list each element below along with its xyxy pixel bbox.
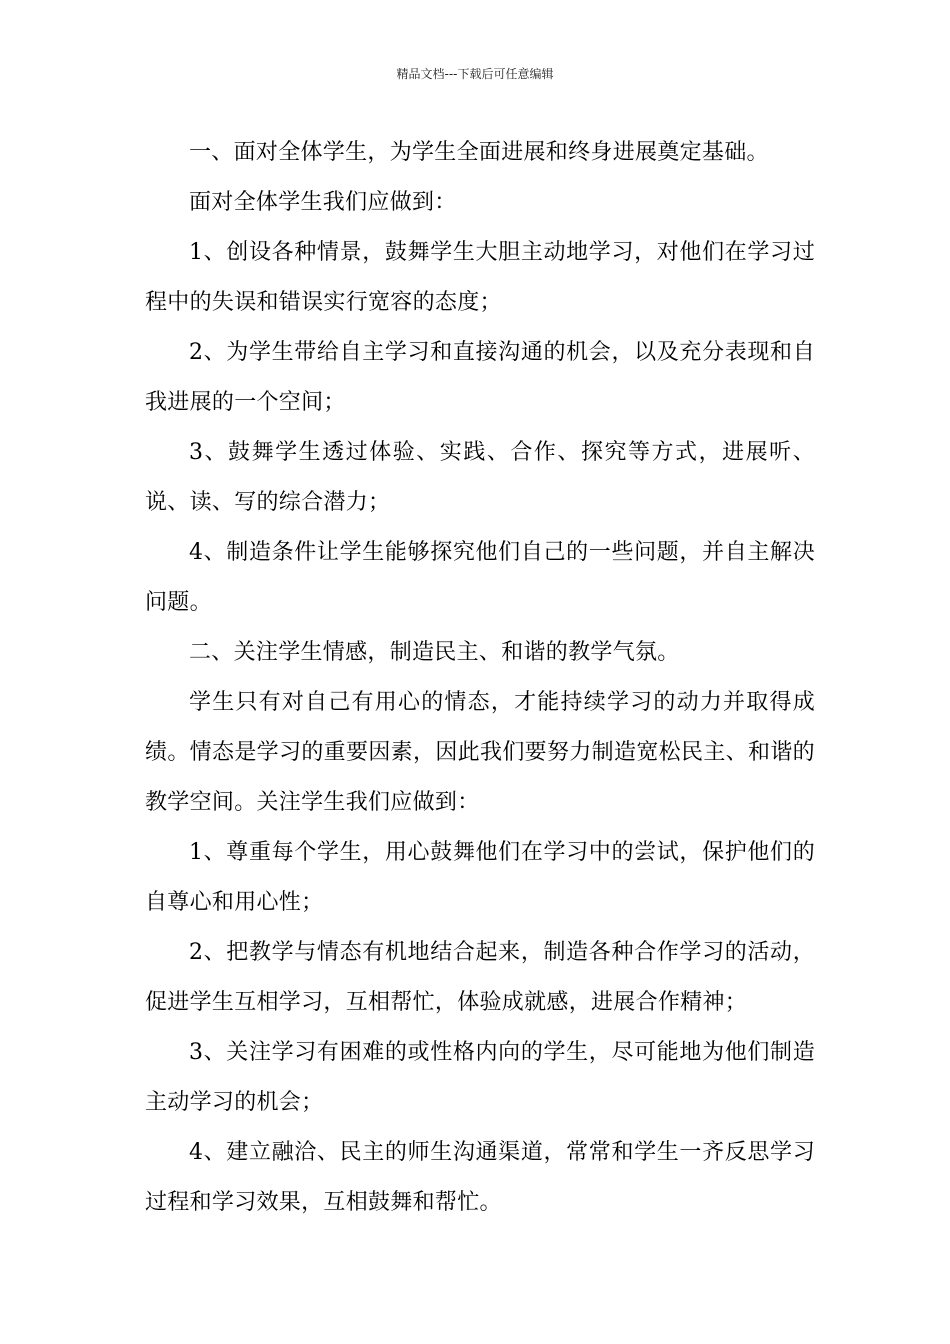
paragraph: 面对全体学生我们应做到： bbox=[189, 190, 457, 215]
list-item: 3、关注学习有困难的或性格内向的学生，尽可能地为他们制造主动学习的机会； bbox=[145, 1040, 815, 1115]
paragraph: 学生只有对自己有用心的情态，才能持续学习的动力并取得成绩。情态是学习的重要因素，因此我们要努力制造宽松民主、和谐的教学空间。关注学生我们应做到： bbox=[145, 690, 815, 815]
document-body bbox=[145, 128, 815, 1228]
list-item: 3、鼓舞学生透过体验、实践、合作、探究等方式，进展听、说、读、写的综合潜力； bbox=[145, 440, 815, 515]
list-item: 4、建立融洽、民主的师生沟通渠道，常常和学生一齐反思学习过程和学习效果，互相鼓舞和帮忙。 bbox=[145, 1140, 815, 1215]
list-item: 2、把教学与情态有机地结合起来，制造各种合作学习的活动，促进学生互相学习，互相帮忙，体验成就感，进展合作精神； bbox=[145, 940, 815, 1015]
section-heading-1: 一、面对全体学生，为学生全面进展和终身进展奠定基础。 bbox=[189, 140, 769, 165]
list-item: 2、为学生带给自主学习和直接沟通的机会，以及充分表现和自我进展的一个空间； bbox=[145, 340, 815, 415]
page-header: 精品文档---下载后可任意编辑 bbox=[396, 67, 554, 81]
list-item: 1、创设各种情景，鼓舞学生大胆主动地学习，对他们在学习过程中的失误和错误实行宽容的态度； bbox=[145, 240, 815, 315]
list-item: 4、制造条件让学生能够探究他们自己的一些问题，并自主解决问题。 bbox=[145, 540, 815, 615]
list-item: 1、尊重每个学生，用心鼓舞他们在学习中的尝试，保护他们的自尊心和用心性； bbox=[145, 840, 815, 915]
section-heading-2: 二、关注学生情感，制造民主、和谐的教学气氛。 bbox=[189, 640, 680, 665]
